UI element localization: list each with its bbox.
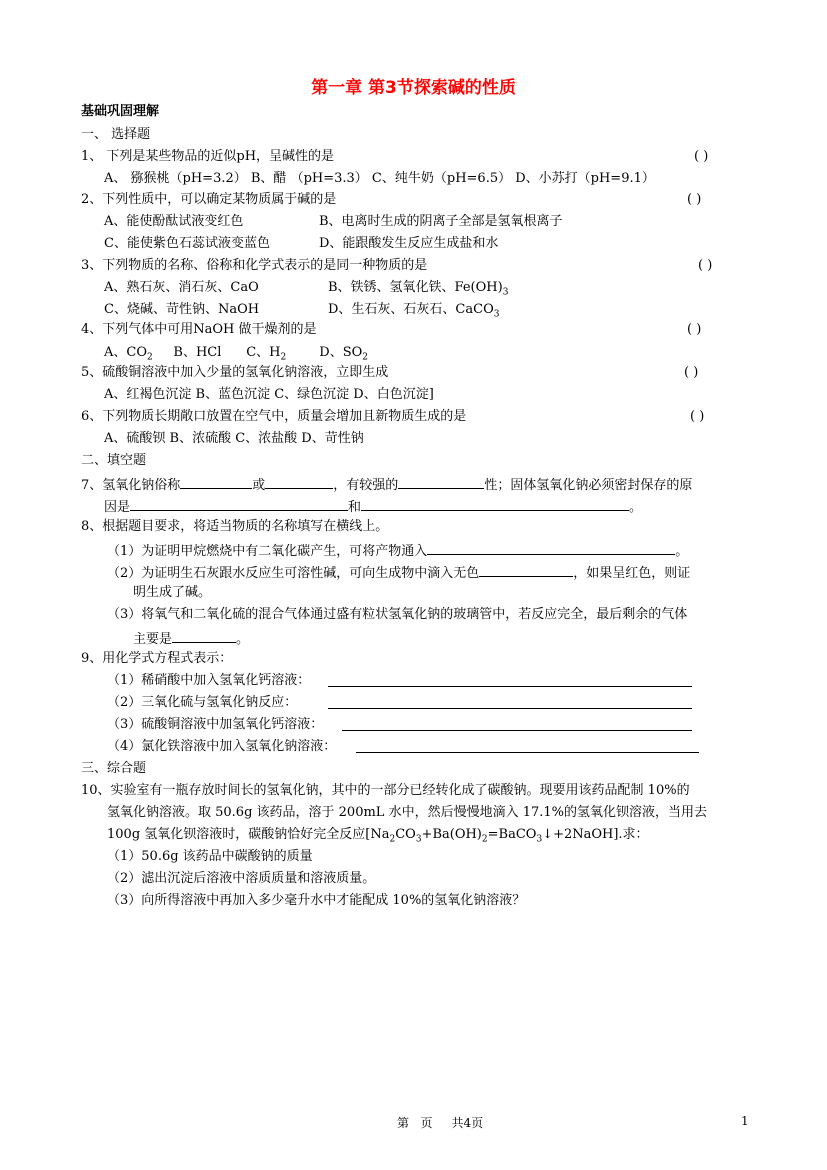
question-10-line3: 100g 氢氧化钡溶液时，碳酸钠恰好完全反应$[Na_2CO_3+Ba(OH)_2=BaCO_3↓+2NaOH]$.求： xyxy=(107,827,649,845)
question-7-line2: 因是 和 。 xyxy=(104,496,642,514)
question-10-sub1: （1）50.6g 该药品中碳酸钠的质量 xyxy=(107,849,313,864)
question-10-line2: 氢氧化钠溶液。取 50.6g 该药品，溶于 200mL 水中，然后慢慢地滴入 17.1%的氢氧化钡溶液，当用去 xyxy=(107,805,708,820)
question-8-stem: 8、根据题目要求，将适当物质的名称填写在横线上。 xyxy=(81,519,389,534)
question-9-sub1: （1）稀硝酸中加入氢氧化钙溶液： xyxy=(107,673,311,688)
answer-bracket[interactable]: ( ) xyxy=(690,409,705,424)
question-5-options: A、红褐色沉淀 B、蓝色沉淀 C、绿色沉淀 D、白色沉淀] xyxy=(104,387,434,402)
question-8-sub2: （2）为证明生石灰跟水反应生可溶性碱，可向生成物中滴入无色 ，如果呈红色，则证 xyxy=(107,562,690,580)
question-10-sub2: （2）滤出沉淀后溶液中溶质质量和溶液质量。 xyxy=(107,871,376,886)
equation-blank[interactable] xyxy=(356,738,699,753)
question-4-stem: 4、下列气体中可用NaOH 做干燥剂的是 xyxy=(81,322,317,337)
question-9-stem: 9、用化学式方程式表示： xyxy=(81,651,233,666)
question-9-sub2: （2）三氧化硫与氢氧化钠反应： xyxy=(107,695,298,710)
question-9-sub3: （3）硫酸铜溶液中加氢氧化钙溶液： xyxy=(107,717,324,732)
answer-bracket[interactable]: ( ) xyxy=(687,192,702,207)
page-number: 1 xyxy=(741,1114,749,1128)
question-4-options: A、$CO_2$ B、HCl C、$H_2$ D、$SO_2$ xyxy=(104,345,369,363)
fill-blank[interactable] xyxy=(427,540,675,555)
question-8-sub3-cont: 主要是 。 xyxy=(133,628,249,646)
fill-blank[interactable] xyxy=(361,496,629,511)
question-2-option-d: D、能跟酸发生反应生成盐和水 xyxy=(319,236,499,251)
question-10-line1: 10、实验室有一瓶存放时间长的氢氧化钠，其中的一部分已经转化成了碳酸钠。现要用该药品配制 10%的 xyxy=(81,783,690,798)
fill-blank[interactable] xyxy=(180,474,252,489)
equation-blank[interactable] xyxy=(328,694,692,709)
question-3-option-a: A、熟石灰、消石灰、CaO xyxy=(104,280,259,295)
part3-heading: 三、综合题 xyxy=(81,761,147,776)
question-8-sub1: （1）为证明甲烷燃烧中有二氧化碳产生，可将产物通入 。 xyxy=(107,540,688,558)
question-1-options: A、 猕猴桃（pH=3.2） B、醋 （pH=3.3） C、纯牛奶（pH=6.5） D、小苏打（pH=9.1） xyxy=(104,171,655,186)
part2-heading: 二、填空题 xyxy=(81,453,147,468)
equation-blank[interactable] xyxy=(342,716,692,731)
document-title: 第一章 第3节探索碱的性质 xyxy=(311,78,516,98)
question-3-option-b: B、铁锈、氢氧化铁、$Fe(OH)_3$ xyxy=(328,280,509,298)
fill-blank[interactable] xyxy=(479,562,573,577)
fill-blank[interactable] xyxy=(265,474,333,489)
page-footer-label: 第 页 共4页 xyxy=(397,1116,484,1130)
equation-blank[interactable] xyxy=(328,672,692,687)
question-1-stem: 1、 下列是某些物品的近似pH，呈碱性的是 xyxy=(81,149,335,164)
question-6-stem: 6、下列物质长期敞口放置在空气中，质量会增加且新物质生成的是 xyxy=(81,409,467,424)
answer-bracket[interactable]: ( ) xyxy=(698,258,713,273)
question-9-sub4: （4）氯化铁溶液中加入氢氧化钠溶液： xyxy=(107,739,337,754)
question-5-stem: 5、硫酸铜溶液中加入少量的氢氧化钠溶液，立即生成 xyxy=(81,365,389,380)
answer-bracket[interactable]: ( ) xyxy=(687,322,702,337)
fill-blank[interactable] xyxy=(130,496,348,511)
question-2-option-c: C、能使紫色石蕊试液变蓝色 xyxy=(104,236,270,251)
question-2-stem: 2、下列性质中，可以确定某物质属于碱的是 xyxy=(81,192,337,207)
section-label: 基础巩固理解 xyxy=(81,104,160,119)
question-3-option-d: D、生石灰、石灰石、CaCO$_3$ xyxy=(328,302,500,320)
answer-bracket[interactable]: ( ) xyxy=(684,365,699,380)
question-2-option-b: B、电离时生成的阴离子全部是氢氧根离子 xyxy=(319,214,563,229)
question-3-option-c: C、烧碱、苛性钠、NaOH xyxy=(104,302,260,317)
question-10-sub3: （3）向所得溶液中再加入多少毫升水中才能配成 10%的氢氧化钠溶液？ xyxy=(107,893,526,908)
answer-bracket[interactable]: ( ) xyxy=(694,149,709,164)
question-6-options: A、硫酸钡 B、浓硫酸 C、浓盐酸 D、苛性钠 xyxy=(104,431,364,446)
fill-blank[interactable] xyxy=(398,474,484,489)
question-8-sub2-cont: 明生成了碱。 xyxy=(133,585,212,600)
part1-heading: 一、 选择题 xyxy=(81,127,151,142)
fill-blank[interactable] xyxy=(172,628,236,643)
question-7-line1: 7、氢氧化钠俗称 或 ，有较强的 性；固体氢氧化钠必须密封保存的原 xyxy=(81,474,692,492)
question-2-option-a: A、能使酚酞试液变红色 xyxy=(104,214,244,229)
question-3-stem: 3、下列物质的名称、俗称和化学式表示的是同一种物质的是 xyxy=(81,258,428,273)
question-8-sub3: （3）将氧气和二氧化硫的混合气体通过盛有粒状氢氧化钠的玻璃管中，若反应完全，最后剩余的气体 xyxy=(107,607,688,622)
